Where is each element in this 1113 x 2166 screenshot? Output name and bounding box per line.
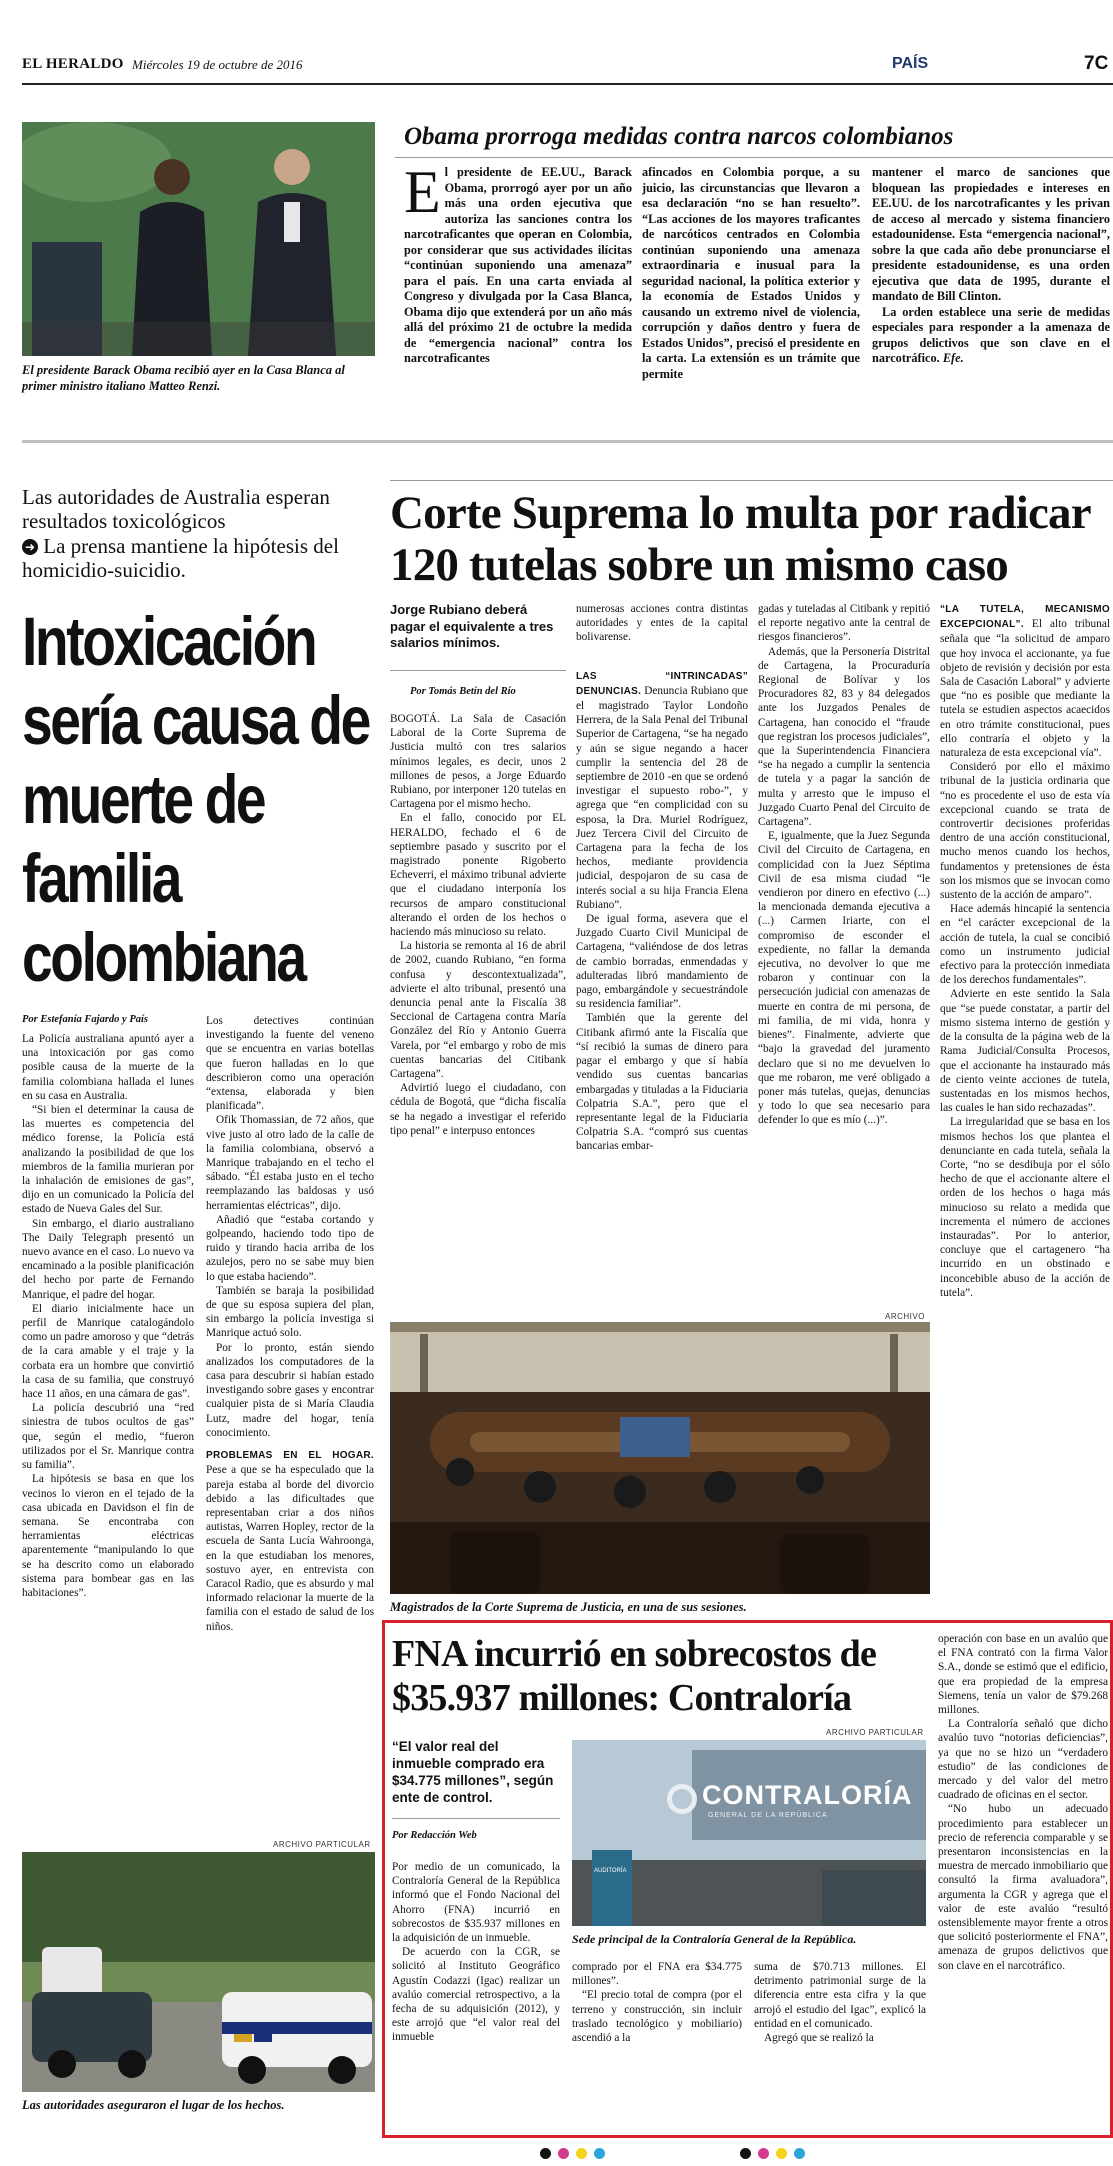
corte-col-4-p1: El alto tribunal señala que “la solicitud de amparo que hoy invoca el accionante, ya fue objeto de revisión y decisión por esta Sala de Casación Laboral” y advierte que “no es posible que mediante la tutela se estudien aspectos acaecidos en otro trámite constitucional, pues ello contraría el objeto y la naturaleza de esta excepcional vía”. [940, 618, 1110, 760]
registration-mark [758, 2148, 769, 2159]
corte-col-4-p3: Hace además hincapié la sentencia en “el carácter excepcional de la acción de tutela, la cual se concibió como un instrumento judicial efectivo para la protección inmediata de los derechos fundamentales”. [940, 903, 1110, 987]
australia-col-2-p1: Los detectives continúan investigando la fuente del veneno que se encuentra en varias botellas que fueron halladas en lo que describieron como una operación “extensa, elaborada y bien planificada”. [206, 1015, 374, 1113]
australia-col-1-p6: La hipótesis se basa en que los vecinos lo vieron en el tejado de la casa ubicada en Davidson el fin de semana. Se encontraba con herramientas eléctricas aparentemente “manipulando lo que se ha descrito como un elaborado sistema para bombear gas en las habitaciones”. [22, 1473, 194, 1599]
obama-col-3 [872, 165, 1110, 400]
fna-sign-tower: AUDITORÍA [594, 1868, 627, 1874]
corte-col-4-p4: Advierte en este sentido la Sala que “se puede constatar, a partir del mismo sistema interno de gestión y de la consulta de la página web de la Rama Judicial/Consulta Procesos, que el accionante ha instaurado más de ciento veinte acciones de tutela, sustentadas en los mismos hechos, las cuales le han sido rechazadas”. [940, 988, 1110, 1115]
fna-col-4-p1: operación con base en un avalúo que el FNA contrató con la firma Valor S.A., donde se estimó que el edificio, que era propiedad de la empresa Siemens, tenía un valor de $79.268 millones. [938, 1633, 1108, 1717]
fna-photo-credit: ARCHIVO PARTICULAR [826, 1728, 924, 1737]
corte-col-1-p4: Advirtió luego el ciudadano, con cédula de Bogotá, que “dicha fiscalía se ha negado a investigar el referido tipo penal” e interpuso entonces [390, 1082, 566, 1137]
corte-col-2-p4: También que la gerente del Citibank afirmó ante la Fiscalía que “sí recibió la sumas de dinero para pagar el embargo y que sí había vendido sus cuentas bancarias embargadas y tituladas a la Fiduciaria Colpatria S.A.”, pero que el representante legal de la Fiduciaria Colpatria S.A. “compró sus cuentas bancarias embar- [576, 1012, 748, 1153]
print-registration-marks [540, 2148, 980, 2160]
corte-byline: Por Tomás Betín del Río [410, 686, 516, 697]
obama-photo-caption: El presidente Barack Obama recibió ayer en la Casa Blanca al primer ministro italiano Matteo Renzi. [22, 363, 345, 393]
contraloria-logo-icon [667, 1784, 697, 1814]
corte-photo [390, 1322, 930, 1594]
obama-dropcap: E [404, 165, 441, 225]
fna-col-2 [572, 1960, 742, 2130]
section-name: PAÍS [892, 55, 929, 72]
australia-col-2-p2: Ofik Thomassian, de 72 años, que vive justo al otro lado de la calle de la familia colombiana, observó a Manrique trabajando en el techo el sábado. “Él estaba justo en el techo reemplazando las baldosas y usó herramientas eléctricas”, dijo. [206, 1114, 374, 1212]
obama-col-2 [642, 165, 860, 400]
fna-col-2-p2: “El precio total de compra (por el terreno y construcción, sin incluir traslado tecnológico y mobiliario) ascendió a la [572, 1989, 742, 2045]
registration-mark [594, 2148, 605, 2159]
fna-col-3 [754, 1960, 926, 2130]
fna-photo-caption: Sede principal de la Contraloría General de la República. [572, 1932, 857, 1946]
registration-mark [776, 2148, 787, 2159]
australia-col-2b: Pese a que se ha especulado que la pareja estaba al borde del divorcio debido a las dificultades que representaban criar a dos niños autistas, Warren Hopley, rector de la escuela de Santa Lucía Wahroonga, en la que estudiaban los menores, sostuvo ayer, en entrevista con Caracol Radio, que es absurdo y mal informado relacionar la muerte de la familia con el estado de salud de los niños. [206, 1464, 374, 1633]
corte-col-2-p3: De igual forma, asevera que el Juzgado Cuarto Civil Municipal de Cartagena, “valiéndose de dos letras de cambio borradas, enmendadas y adulteradas libró mandamiento de pago, embargándole y secuestrándole su residencia familiar”. [576, 913, 748, 1011]
section-divider [22, 440, 1113, 443]
registration-mark [558, 2148, 569, 2159]
australia-col-2-p5: Por lo pronto, están siendo analizados los computadores de la casa para descubrir si habían estado investigando sobre gases y encontrar cualquier pista de si María Claudia Lutz, madre del hogar, tenía conocimiento. [206, 1341, 374, 1439]
obama-headline: Obama prorroga medidas contra narcos colombianos [404, 123, 954, 150]
corte-headline: Corte Suprema lo multa por radicar 120 tutelas sobre un mismo caso [390, 487, 1090, 591]
australia-col-2-p4: También se baraja la posibilidad de que su esposa supiera del plan, sin embargo la policía investiga si Manrique actuó solo. [206, 1284, 374, 1340]
corte-col-2-subhead: LAS “INTRINCADAS” DENUNCIAS. [576, 670, 748, 697]
fna-col-2-p1: comprado por el FNA era $34.775 millones”. [572, 1961, 742, 1988]
australia-col-2 [206, 1014, 374, 1840]
corte-col-3 [758, 602, 930, 1308]
fna-col-4-p2: La Contraloría señaló que dicho avalúo tuvo “notorias deficiencias”, ya que no se hizo un “verdadero estudio” de las condiciones de mercado y del valor del metro cuadrado de oficinas en el sector. [938, 1718, 1108, 1802]
australia-byline: Por Estefanía Fajardo y País [22, 1014, 149, 1025]
corte-col-1-p1: BOGOTÁ. La Sala de Casación Laboral de la Corte Suprema de Justicia multó con tres salarios mínimos legales, es decir, unos 2 millones de pesos, a Jorge Eduardo Rubiano, por interponer 120 tutelas en Cartagena por el mismo hecho. [390, 713, 566, 811]
australia-bullet-row [22, 534, 392, 582]
fna-col-4 [938, 1632, 1108, 2130]
australia-headline: Intoxicación sería causa de muerte de familia colombiana [22, 603, 369, 996]
corte-col-1-p2: En el fallo, conocido por EL HERALDO, fechado el 6 de septiembre pasado y suscrito por el magistrado ponente Rigoberto Echeverri, el máximo tribunal advierte que el ciudadano interponía los recursos de amparo constitucional alterando el orden de los hechos o haciendo más minucioso su relato. [390, 812, 566, 939]
corte-col-4 [940, 602, 1110, 1608]
fna-photo [572, 1740, 926, 1926]
australia-col-1-p3: Sin embargo, el diario australiano The Daily Telegraph presentó un nuevo avance en el caso. Lo nuevo va encaminado a la posible planificación del hecho por parte de Fernando Manrique, el padre del hogar. [22, 1217, 194, 1301]
australia-photo [22, 1852, 375, 2092]
corte-col-1-p3: La historia se remonta al 16 de abril de 2002, cuando Rubiano, “en forma confusa y descontextualizada”, advierte el alto tribunal, presentó una denuncia penal ante la Fiscalía 38 Seccional de Cartagena contra María González del Río y Antonio Guerra Varela, por “el embargo y robo de mis cuentas bancarias del Citibank Cartagena”. [390, 940, 566, 1081]
corte-subhead-rule [390, 670, 566, 671]
obama-photo-art [22, 122, 375, 356]
obama-col-1 [404, 165, 632, 400]
obama-col-2-text: afincados en Colombia porque, a su juicio, las circunstancias que llevaron a esa declaración “no se han resuelto”. “Las acciones de los mayores traficantes de narcóticos centrados en Colombia continúan suponiendo una amenaza extraordinaria e inusual para la seguridad nacional, la política exterior y la economía de Estados Unidos y causando un extremo nivel de violencia, corrupción y daños dentro y fuera de Estados Unidos”, precisó el presidente en la carta. La extensión es un trámite que permite [642, 165, 860, 381]
australia-kicker: Las autoridades de Australia esperan resultados toxicológicos [22, 485, 330, 533]
fna-subhead-rule [392, 1818, 560, 1819]
arrow-bullet-icon: ➜ [22, 539, 38, 555]
corte-col-2 [576, 602, 748, 1308]
australia-col-1-p5: La policía descubrió una “red siniestra de tubos ocultos de gas” que, según el medio, “fueron utilizados por el Sr. Manrique contra su familia”. [22, 1402, 194, 1472]
corte-col-4-subhead: “LA TUTELA, MECANISMO EXCEPCIONAL”. [940, 604, 1110, 631]
masthead: EL HERALDO [22, 56, 124, 72]
fna-col-1 [392, 1860, 560, 2130]
corte-photo-art [390, 1322, 930, 1594]
australia-bullet-text: La prensa mantiene la hipótesis del homicidio-suicidio. [22, 534, 339, 582]
corte-photo-credit: ARCHIVO [885, 1312, 925, 1321]
corte-col-4-p5: La irregularidad que se basa en los mismos hechos los que plantea el denunciante en cada tutela, señala la Corte, “no se desdibuja por el sólo hecho de que el accionante altere el orden de los hechos o haga más minucioso su relato a medida que incrementa el número de acciones instauradas”. Por lo anterior, concluye que el cartagenero “ha incurrido en un obstinado e inconcebible abuso de la acción de tutela”. [940, 1116, 1110, 1299]
fna-sign-small: GENERAL DE LA REPÚBLICA [708, 1812, 828, 1819]
corte-top-rule [390, 480, 1113, 481]
corte-col-1 [390, 712, 566, 1308]
registration-mark [794, 2148, 805, 2159]
corte-subhead: Jorge Rubiano deberá pagar el equivalente a tres salarios mínimos. [390, 602, 554, 650]
obama-col-3-text: mantener el marco de sanciones que bloquean las propiedades e intereses en EE.UU. de los narcotraficantes y les privan de acceso al mercado y sistema financiero estadounidense. Esta “emergencia nacional”, sobre la que cada año debe pronunciarse el presidente estadounidense, es una orden ejecutiva que data de 1995, durante el mandato de Bill Clinton. [872, 165, 1110, 303]
australia-subhead: PROBLEMAS EN EL HOGAR. [206, 1450, 374, 1462]
obama-sign: Efe. [942, 351, 964, 365]
corte-col-4-p2: Consideró por ello el máximo tribunal de la justicia ordinaria que “no es procedente el uso de esta vía excepcional cuando se trata de controvertir decisiones proferidas dentro de una acción constitucional, mucho menos cuando los hechos, fundamentos y pretensiones de ésta son los mismos que se invocan como sustento de la acción de amparo”. [940, 761, 1110, 902]
fna-col-1-p1: Por medio de un comunicado, la Contraloría General de la República informó que el Fondo Nacional del Ahorro (FNA) incurrió en sobrecostos de $35.937 millones en la adquisición de un inmueble. [392, 1861, 560, 1945]
corte-col-3-p1: gadas y tuteladas al Citibank y repitió el reporte negativo ante la central de riesgos financieros”. [758, 603, 930, 644]
fna-byline: Por Redacción Web [392, 1830, 477, 1841]
issue-date: Miércoles 19 de octubre de 2016 [132, 57, 303, 72]
australia-col-1-p2: “Si bien el determinar la causa de las muertes es competencia del médico forense, la Policía está analizando la posibilidad de que los miembros de la familia murieran por la inhalación de emisiones de gas”, dijo en un comunicado la Policía del estado de Nueva Gales del Sur. [22, 1104, 194, 1216]
fna-col-1-p2: De acuerdo con la CGR, se solicitó al Instituto Geográfico Agustín Codazzi (Igac) realizar un avalúo comercial retrospectivo, a la fecha de su adquisición (2012), y este arrojó que “el valor real del inmueble [392, 1946, 560, 2044]
fna-col-3-p1: suma de $70.713 millones. El detrimento patrimonial surge de la diferencia entre esta cifra y la que arrojó el estudio del Igac”, explicó la entidad en el comunicado. [754, 1961, 926, 2030]
corte-col-2-p1: numerosas acciones contra distintas autoridades y entes de la capital bolivarense. [576, 603, 748, 644]
fna-subhead: “El valor real del inmueble comprado era $34.775 millones”, según ente de control. [392, 1739, 554, 1805]
corte-photo-caption: Magistrados de la Corte Suprema de Justicia, en una de sus sesiones. [390, 1600, 747, 1614]
registration-mark [540, 2148, 551, 2159]
australia-col-2-p3: Añadió que “estaba cortando y golpeando, haciendo todo tipo de ruido y tirando hacia arriba de los azulejos, pero no se sabe muy bien lo que estaba haciendo”. [206, 1213, 374, 1283]
corte-col-3-p2: Además, que la Personería Distrital de Cartagena, la Procuraduría Regional de Bolívar y los Procuradores 82, 83 y 84 delegados ante los Juzgados Penales de Cartagena, han conocido el “fraude que registran los procesos judiciales”, que la Superintendencia Financiera “se ha negado a cumplir la sentencia de tutela y a pagar la sanción de multa y arresto que le impuso el Juzgado Cuarto Penal del Circuito de Cartagena”. [758, 645, 930, 829]
corte-col-3-p3: E, igualmente, que la Juez Segunda Civil del Circuito de Cartagena, en complicidad con la Juez Séptima Civil de esa misma ciudad “le vendieron por dinero en efectivo (...) la mencionada demanda ejecutiva a (...) Carmen Iriarte, con el compromiso de esconder el expediente, no fallar la demanda ejecutiva, no devolver lo que me robaron y continuar con la persecución judicial con amenazas de muerte en contra de mi persona, de mi familia, de mi vida, honra y bienes”. Finalmente, advierte que “bajo la gravedad del juramento declaro que si no me devuelven lo que me robaron, me veré obligado a poner más tutelas, quejas, denuncias y todo lo que sea necesario para defender lo que es mío (...)”. [758, 830, 930, 1127]
corte-col-2-p2: Denuncia Rubiano que el magistrado Taylor Londoño Herrera, de la Sala Penal del Tribunal Superior de Cartagena, “se ha negado y aún se sigue negando a hacer cumplir la sentencia del 28 de septiembre de 2010 -en que se ordenó investigar el supuesto robo-”, y agrega que “en complicidad con su esposa, la Dra. Muriel Rodríguez, Juez Tercera Civil del Circuito de Cartagena para la fecha de los hechos, mediante providencia judicial, despojaron de su casa de interés social a su hija Francia Elena Rubiano”. [576, 684, 748, 911]
fna-sign-text: CONTRALORÍA [702, 1780, 913, 1810]
obama-col-1-text: l presidente de EE.UU., Barack Obama, prorrogó ayer por un año más una orden ejecutiva que autoriza las sanciones contra los narcotraficantes que operan en Colombia, por considerar que sus actividades ilícitas “continúan suponiendo una amenaza” para el país. En una carta enviada al Congreso y divulgada por la Casa Blanca, Obama dijo que extenderá por un año más allá del próximo 21 de octubre la medida de “emergencia nacional” contra los narcotraficantes [404, 165, 632, 365]
page-header [22, 52, 1112, 82]
fna-photo-art [572, 1740, 926, 1926]
obama-headline-rule [395, 157, 1113, 158]
header-rule [22, 83, 1113, 85]
australia-photo-credit: ARCHIVO PARTICULAR [273, 1840, 371, 1849]
page-number: 7C [1084, 53, 1109, 74]
obama-photo [22, 122, 375, 356]
australia-col-1-p4: El diario inicialmente hace un perfil de Manrique catalogándolo como un padre amoroso y que “detrás de la cara amable y el traje y la corbata era un hombre que convirtió la casa de su familia, que construyó hace 11 años, en una cámara de gas”. [22, 1302, 194, 1401]
fna-col-4-p3: “No hubo un adecuado procedimiento para establecer un precio de referencia comparable y se presentaron inconsistencias en la muestra de mercado inmobiliario que consultó la firma avaluadora”, argumenta la CGR y agrega que el valor de este avalúo “resultó ostensiblemente mayor frente a otros que solicitó posteriormente el FNA”, amenaza de grupos delictivos que son clave en el narcotráfico. [938, 1803, 1108, 1972]
australia-photo-art [22, 1852, 375, 2092]
obama-col-3b-text: La orden establece una serie de medidas especiales para responder a la amenaza de grupos delictivos que son clave en el narcotráfico. [872, 304, 1110, 365]
australia-photo-caption: Las autoridades aseguraron el lugar de los hechos. [22, 2098, 285, 2112]
registration-mark [740, 2148, 751, 2159]
registration-mark [576, 2148, 587, 2159]
australia-col-1 [22, 1032, 194, 1840]
fna-headline: FNA incurrió en sobrecostos de $35.937 millones: Contraloría [392, 1633, 877, 1719]
australia-col-1-p1: La Policía australiana apuntó ayer a una intoxicación por gas como posible causa de la muerte de la familia colombiana hallada el lunes en su casa en Australia. [22, 1033, 194, 1102]
fna-col-3-p2: Agregó que se realizó la [764, 2032, 874, 2045]
